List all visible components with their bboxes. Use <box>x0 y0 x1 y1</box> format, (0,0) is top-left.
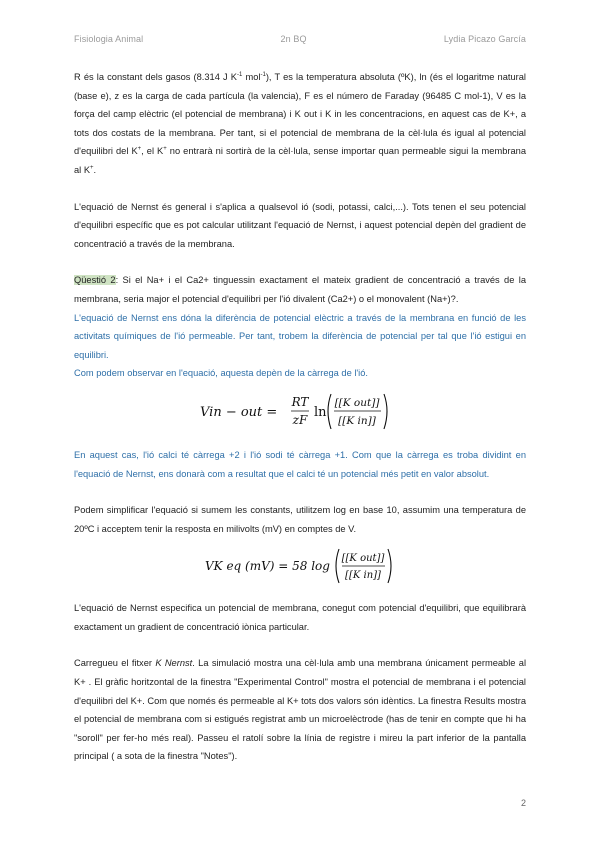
answer-paragraph-2: Com podem observar en l'equació, aquesta depèn de la càrrega de l'ió. <box>74 368 369 379</box>
eq2-k-out: [[K out]] <box>341 553 385 565</box>
eq1-k-out: [[K out]] <box>334 396 380 409</box>
header-term: 2n BQ <box>280 34 307 44</box>
nernst-equation-graphic <box>200 389 400 433</box>
page-header <box>74 34 526 44</box>
page-number: 2 <box>520 798 526 808</box>
file-name: K Nernst <box>155 658 193 669</box>
eq1-ln: ln <box>314 404 327 420</box>
header-course: Fisiologia Animal <box>74 34 144 44</box>
simplified-equation-graphic <box>205 546 395 586</box>
paragraph-nernst-variables: R és la constant dels gasos (8.314 J $K^{-1}$ mol$^{-1}$), T es la temperatura absoluta (ºK), ln (és el logaritme natural (base e), z es la carga de cada partícula (la valencia), F es el número de Faraday (96485 C mol-1), V es la força del camp elèctric (el potencial de membrana) i K out i K in les concentracions, en aquest cas de K+, a tots dos costats de la membrana. Per tant, si el potencial de membrana de la cèl·lula és igual al potencial d'equilibri del K+, el K+ no entrarà ni sortirà de la cèl·lula, sense importar quan permeable sigui la membrana al K+. <box>74 71 526 175</box>
nernst-equation <box>74 389 526 438</box>
eq1-lhs: Vin − out = <box>200 404 278 420</box>
eq1-numerator: RT <box>291 394 309 409</box>
paragraph-nernst-general: L'equació de Nernst és general i s'aplica a qualsevol ió (sodi, potassi, calci,...). Tots tenen el seu potencial d'equilibri específic que es pot calcular utilitzant l'equació de Nernst, i aquest potencial depèn del gradient de concentració a través de la membrana. <box>74 201 526 249</box>
question-2: Qüestió 2: Si el Na+ i el Ca2+ tinguessin exactament el mateix gradient de concentració a través de la membrana, seria major el potencial d'equilibri per l'ió divalent (Ca2+) o el monovalent (Na+)?. <box>74 275 526 304</box>
eq2-k-in: [[K in]] <box>345 570 381 582</box>
paragraph-simulation: Carregueu el fitxer K Nernst. La simulació mostra una cèl·lula amb una membrana únicament permeable al K+ . El gràfic horitzontal de la finestra "Experimental Control" mostra el potencial de membrana i el potencial d'equilibri del K+. Com que només és permeable al K+ tots dos valors són idèntics. La finestra Results mostra el potencial de membrana com si estigués registrat amb un microelèctrode (has de tenir en compte que hi ha "soroll" per fer-ho més real). Passeu el ratolí sobre la línia de registre i mireu la part inferior de la pantalla principal ( a sota de la finestra "Notes"). <box>74 658 527 762</box>
answer-paragraph-1: L'equació de Nernst ens dóna la diferència de potencial elèctric a través de la membrana en funció de les activitats químiques de l'ió permeable. Per tant, trobem la diferència de potencial per tal que l'ió estigui en equilibri. <box>74 312 526 360</box>
eq1-denominator: zF <box>292 412 308 427</box>
paragraph-equilibrium: L'equació de Nernst especifica un potencial de membrana, conegut com potencial d'equilibri, que equilibrarà exactament un gradient de concentració iònica particular. <box>74 603 526 632</box>
question-label: Qüestió 2 <box>74 275 116 286</box>
eq2-lhs: VK eq (mV) = 58 log <box>205 559 330 574</box>
paragraph-simplify: Podem simplificar l'equació si sumem les constants, utilitzem log en base 10, assumim una temperatura de 20ºC i acceptem tenir la resposta en milivolts (mV) en comptes de V. <box>74 505 526 534</box>
header-author: Lydia Picazo García <box>443 34 526 44</box>
answer-paragraph-3: En aquest cas, l'ió calci té càrrega +2 i l'ió sodi té càrrega +1. Com que la càrrega es troba dividint en l'equació de Nernst, ens donarà com a resultat que el calci té un potencial més petit en valor absolut. <box>74 449 526 479</box>
simplified-equation <box>74 546 526 591</box>
eq1-k-in: [[K in]] <box>338 414 376 427</box>
document-body <box>74 68 526 766</box>
